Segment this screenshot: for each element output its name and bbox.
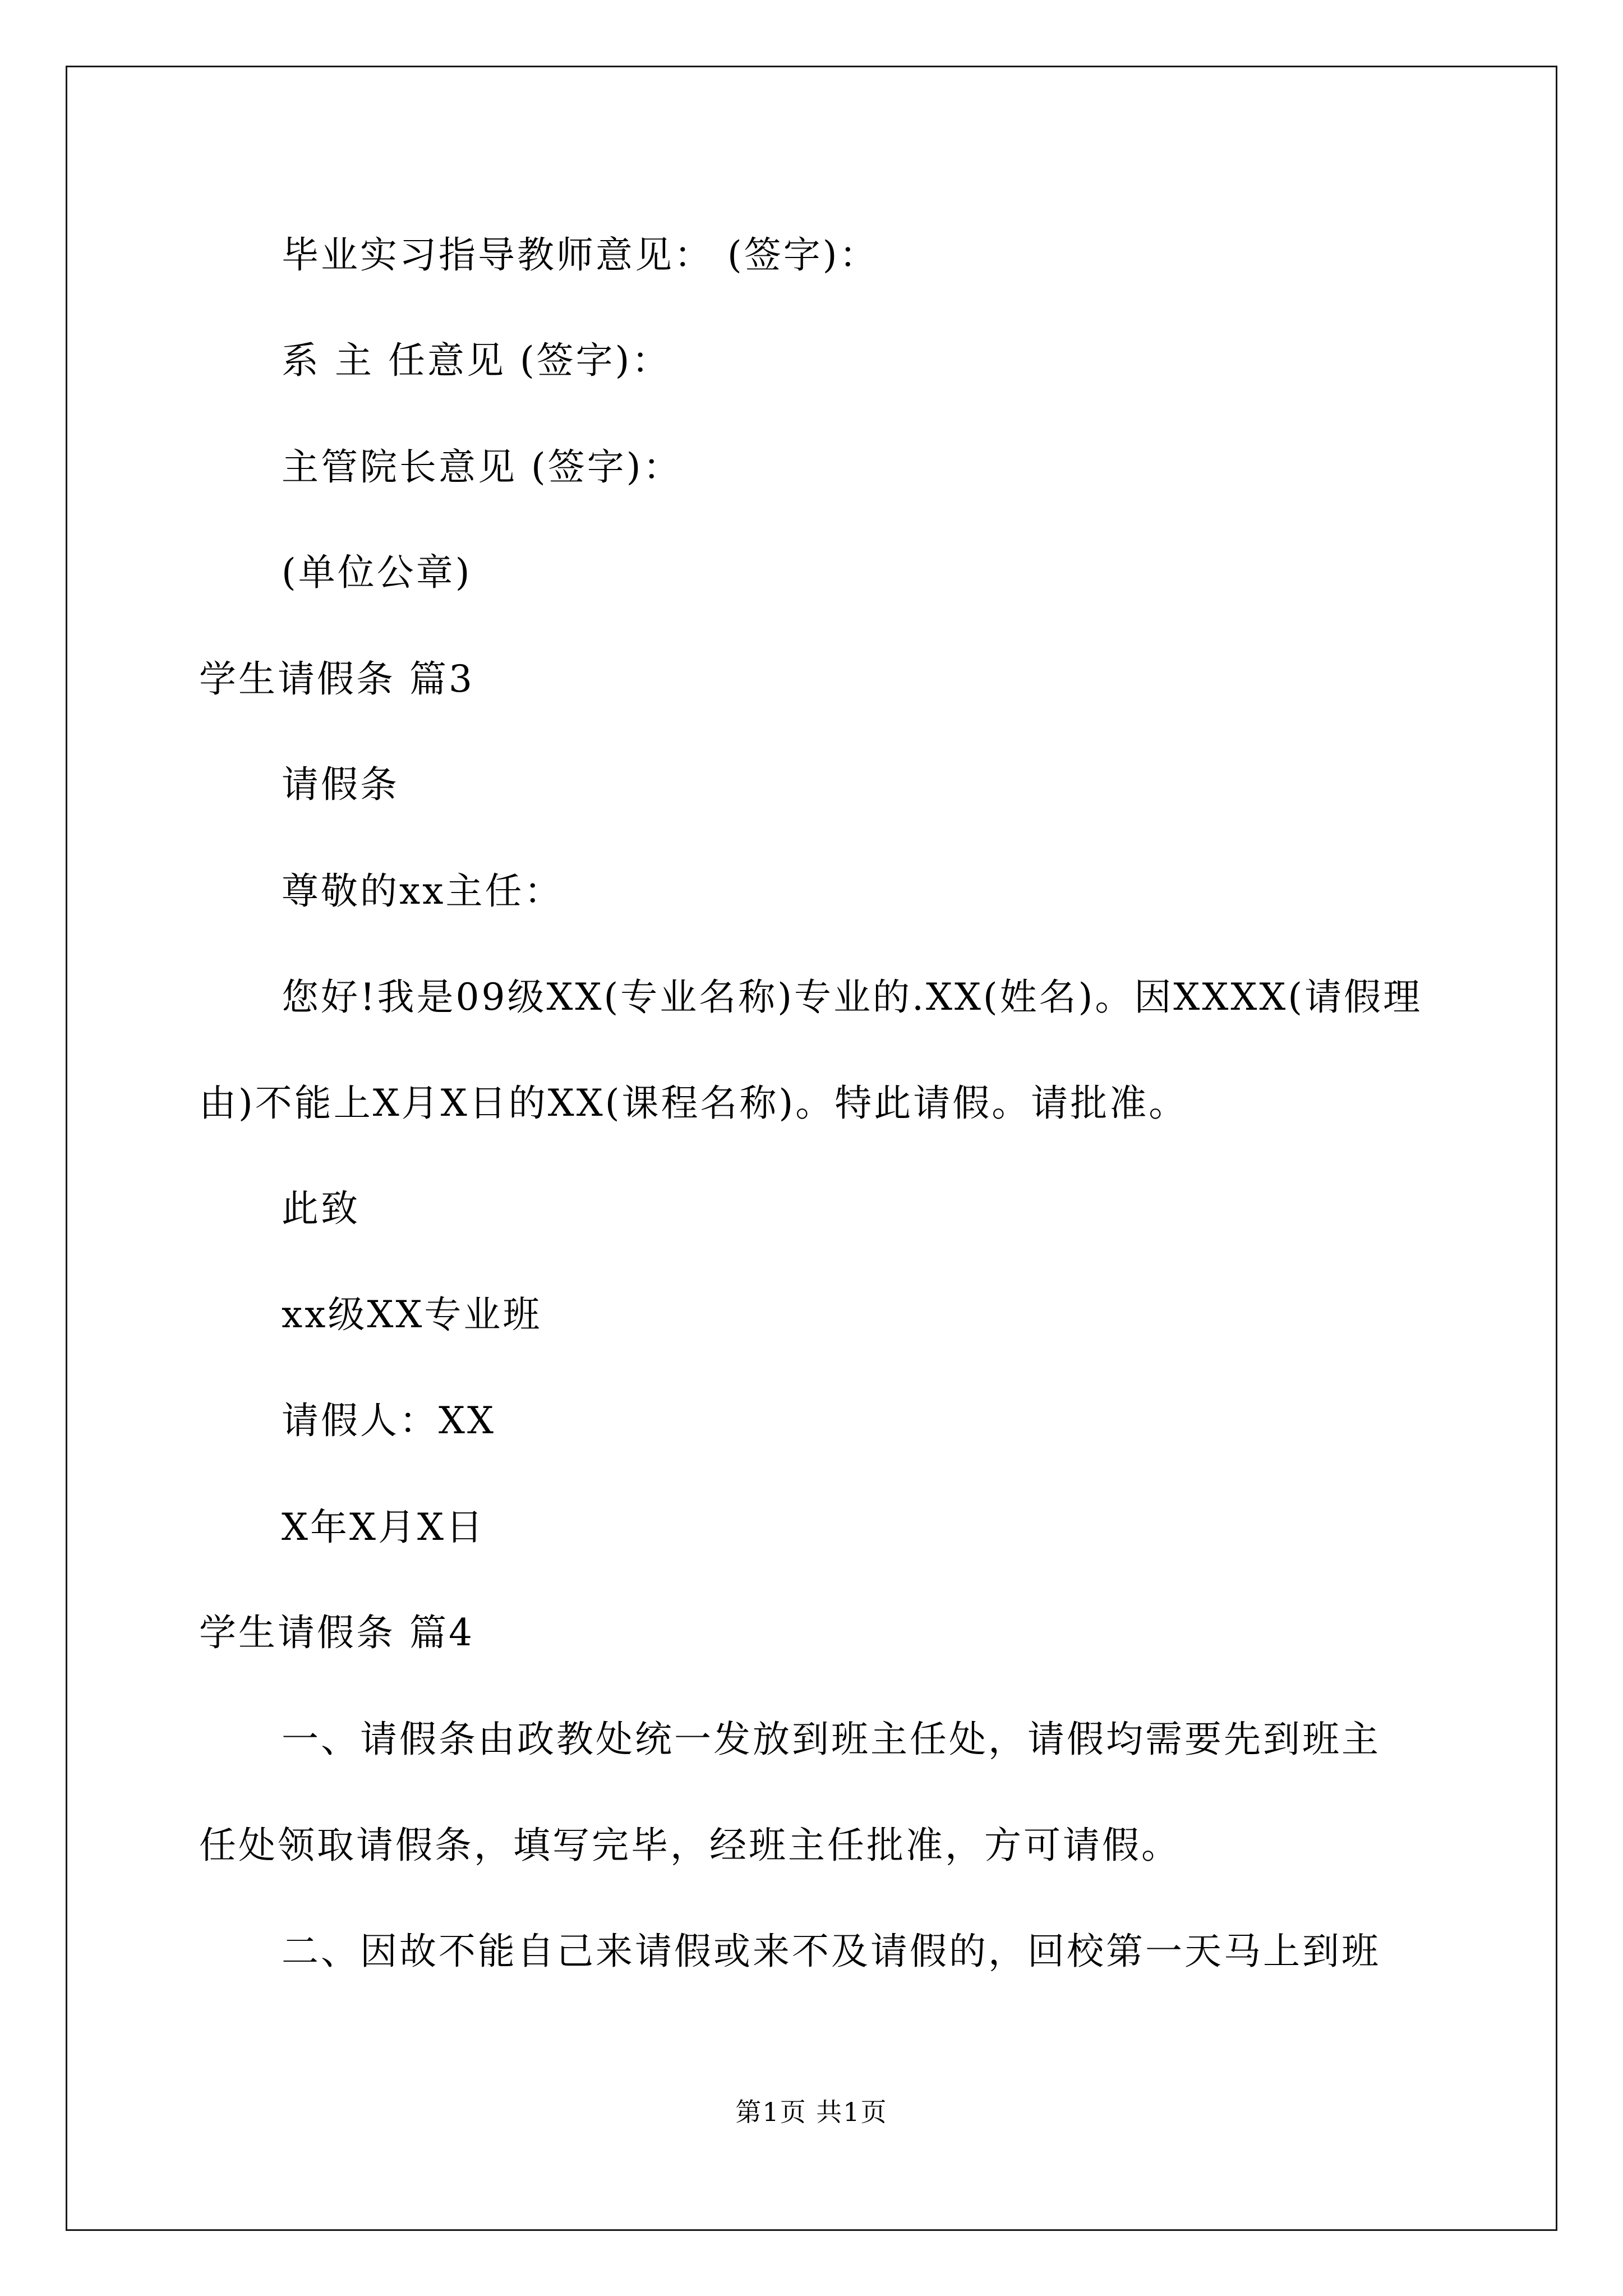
- rule-1-line-2: 任处领取请假条，填写完毕，经班主任批准，方可请假。: [199, 1824, 1181, 1867]
- supervisor-opinion-line: 毕业实习指导教师意见： (签字)：: [282, 233, 879, 277]
- dean-opinion-line: 主管院长意见 (签字)：: [282, 445, 683, 489]
- unit-seal-line: (单位公章): [282, 551, 472, 594]
- applicant-line: 请假人：XX: [282, 1399, 496, 1442]
- closing-phrase: 此致: [282, 1187, 360, 1230]
- rule-1-line-1: 一、请假条由政教处统一发放到班主任处，请假均需要先到班主: [282, 1718, 1381, 1761]
- section-heading-3: 学生请假条 篇3: [199, 657, 474, 701]
- body-paragraph-line-1: 您好!我是09级XX(专业名称)专业的.XX(姓名)。因XXXX(请假理: [282, 976, 1423, 1019]
- date-line: X年X月X日: [282, 1506, 485, 1549]
- note-title: 请假条: [282, 763, 399, 806]
- rule-2-line-1: 二、因故不能自己来请假或来不及请假的，回校第一天马上到班: [282, 1930, 1381, 1973]
- department-head-opinion-line: 系 主 任意见 (签字)：: [282, 339, 671, 382]
- class-info: xx级XX专业班: [282, 1293, 542, 1336]
- body-paragraph-line-2: 由)不能上X月X日的XX(课程名称)。特此请假。请批准。: [199, 1082, 1188, 1125]
- page-footer: 第1页 共1页: [735, 2097, 888, 2127]
- section-heading-4: 学生请假条 篇4: [199, 1611, 474, 1654]
- page-border: [66, 66, 1557, 2231]
- salutation: 尊敬的xx主任：: [282, 869, 564, 913]
